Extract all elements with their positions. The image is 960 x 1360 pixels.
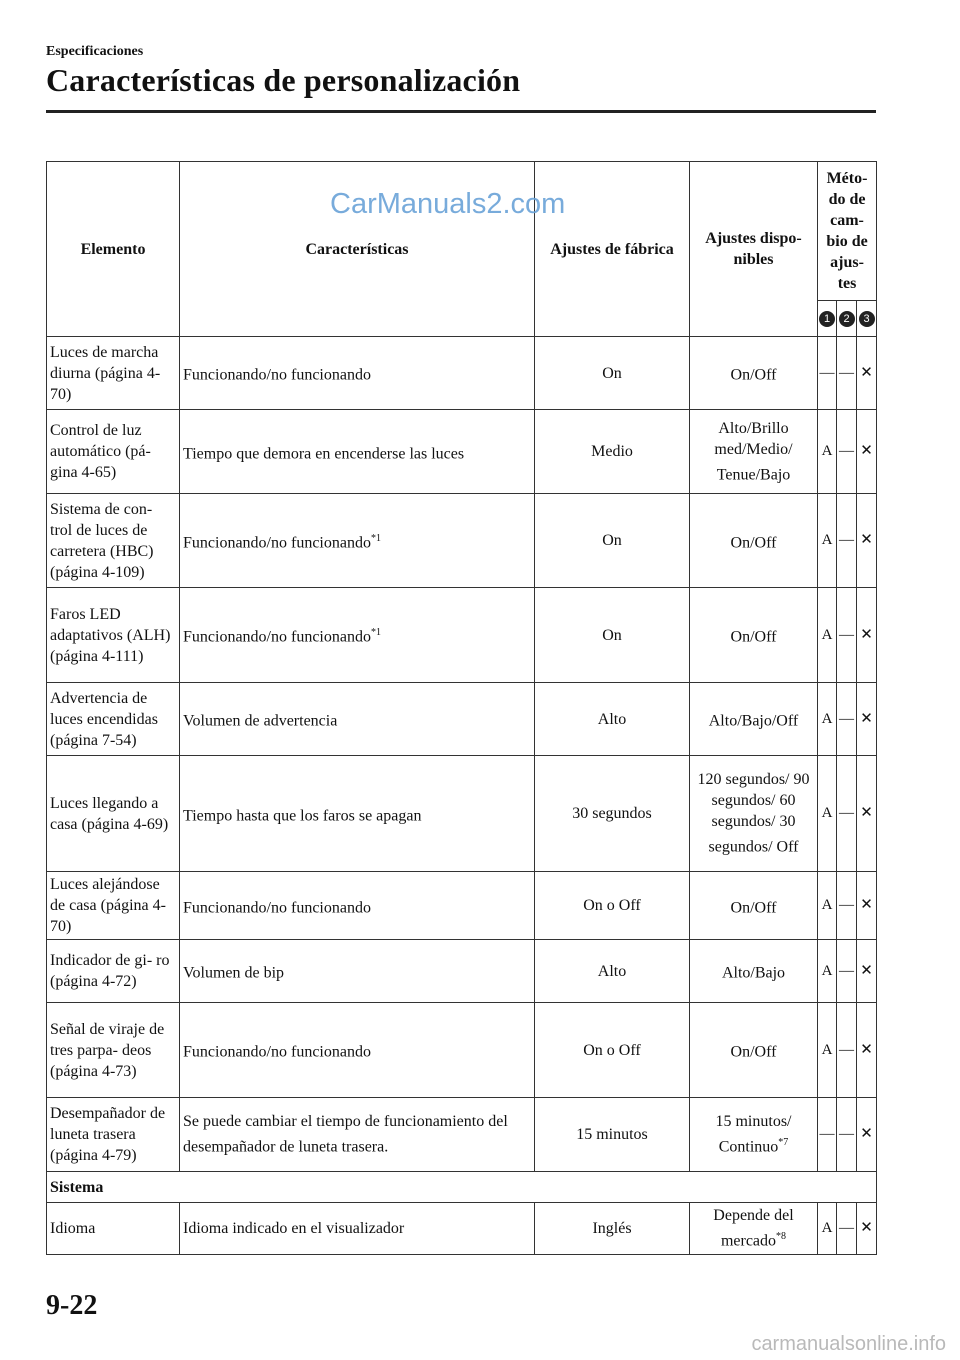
cell-caracteristicas (180, 494, 535, 588)
table-row (47, 410, 877, 494)
table-row (47, 1003, 877, 1098)
cell-caracteristicas-text: Tiempo hasta que los faros se apagan (183, 807, 422, 825)
cell-method-2 (837, 337, 857, 410)
header-ajustes-fabrica: Ajustes de fábrica (535, 162, 690, 337)
cell-method-3-text: ✕ (860, 443, 873, 459)
cell-disponibles (690, 940, 818, 1003)
cell-elemento (47, 337, 180, 410)
cell-method-2-text: — (839, 1126, 854, 1142)
cell-elemento (47, 940, 180, 1003)
cell-method-3-text: ✕ (860, 532, 873, 548)
cell-caracteristicas (180, 588, 535, 683)
cell-disponibles (690, 588, 818, 683)
cell-method-2 (837, 410, 857, 494)
cell-disponibles-text: On/Off (730, 366, 777, 384)
cell-method-1 (818, 410, 837, 494)
cell-caracteristicas (180, 410, 535, 494)
cell-caracteristicas-text: Funcionando/no funcionando (183, 628, 371, 646)
cell-disponibles-text: Alto/Brillo med/Medio/ Tenue/Bajo (714, 419, 793, 484)
cell-method-3 (857, 588, 877, 683)
cell-elemento-text: Faros LED adaptativos (ALH) (página 4-111) (50, 605, 171, 665)
cell-fabrica-text: On (602, 626, 622, 644)
cell-fabrica (535, 337, 690, 410)
cell-caracteristicas (180, 337, 535, 410)
table-row (47, 337, 877, 410)
header-elemento: Elemento (47, 162, 180, 337)
cell-elemento-text: Señal de viraje de tres parpa- deos (página 4-73) (50, 1020, 165, 1080)
cell-method-2-text: — (839, 897, 854, 913)
cell-elemento (47, 683, 180, 756)
cell-elemento (47, 410, 180, 494)
cell-method-3 (857, 756, 877, 872)
cell-method-1-text: A (821, 532, 833, 548)
cell-method-3-text: ✕ (860, 897, 873, 913)
cell-elemento (47, 872, 180, 940)
customization-table (46, 161, 877, 1255)
cell-disponibles (690, 494, 818, 588)
footer-site: carmanualsonline.info (751, 1333, 946, 1355)
table-row (47, 940, 877, 1003)
cell-elemento-text: Luces llegando a casa (página 4-69) (50, 794, 169, 833)
cell-method-1 (818, 337, 837, 410)
cell-elemento-text: Indicador de gi- ro (página 4-72) (50, 952, 170, 990)
cell-caracteristicas (180, 940, 535, 1003)
footnote-ref: *8 (776, 1231, 787, 1243)
header-metodo: Méto- do de cam- bio de ajus- tes (818, 162, 877, 301)
cell-fabrica-text: On o Off (583, 897, 641, 914)
cell-disponibles-text: On/Off (730, 534, 777, 552)
cell-caracteristicas-text: Se puede cambiar el tiempo de funcionamiento del desempañador de luneta trasera. (183, 1113, 508, 1156)
cell-elemento-text: Luces de marcha diurna (página 4-70) (50, 343, 161, 403)
cell-elemento: Idioma (47, 1203, 180, 1255)
cell-disponibles (690, 756, 818, 872)
cell-method-2-text: — (839, 364, 854, 381)
cell-disponibles-text: On/Off (730, 628, 777, 646)
cell-elemento-text: Desempañador de luneta trasera (página 4-79) (50, 1105, 166, 1164)
cell-fabrica-text: On o Off (583, 1041, 641, 1059)
cell-fabrica (535, 410, 690, 494)
cell-method-3 (857, 410, 877, 494)
cell-method-3-text: ✕ (860, 805, 873, 821)
cell-method-2 (837, 1003, 857, 1098)
cell-method-3-text: ✕ (860, 626, 873, 643)
cell-method-1 (818, 872, 837, 940)
cell-elemento (47, 756, 180, 872)
cell-method-2: — (837, 1203, 857, 1255)
cell-method-3 (857, 494, 877, 588)
section-row (47, 1172, 877, 1203)
cell-method-3 (857, 872, 877, 940)
section-sistema: Sistema (47, 1172, 877, 1203)
cell-method-1-text: A (821, 710, 833, 727)
cell-caracteristicas (180, 872, 535, 940)
table-row (47, 756, 877, 872)
cell-disponibles-text: Alto/Bajo (721, 964, 786, 982)
cell-fabrica (535, 683, 690, 756)
cell-method-2 (837, 588, 857, 683)
circled-number: 3 (859, 311, 875, 327)
cell-fabrica (535, 756, 690, 872)
cell-fabrica-text: Alto (597, 710, 627, 728)
cell-method-2-text: — (839, 1041, 854, 1058)
cell-fabrica-text: 30 segundos (572, 805, 652, 822)
cell-disponibles (690, 683, 818, 756)
cell-disponibles-text: Depende del mercado (713, 1207, 794, 1250)
cell-caracteristicas: Idioma indicado en el visualizador (180, 1203, 535, 1255)
cell-fabrica-text: Alto (597, 962, 627, 980)
cell-method-2-text: — (839, 443, 854, 459)
cell-method-2-text: — (839, 710, 854, 727)
cell-method-1 (818, 940, 837, 1003)
cell-method-2 (837, 683, 857, 756)
cell-method-2-text: — (839, 626, 854, 643)
cell-disponibles (690, 1098, 818, 1172)
cell-method-1-text: A (821, 443, 833, 459)
cell-disponibles-text: On/Off (730, 1043, 777, 1061)
cell-caracteristicas-text: Volumen de bip (183, 964, 285, 982)
cell-method-3 (857, 337, 877, 410)
title-rule (46, 110, 876, 113)
circled-number: 2 (839, 311, 855, 327)
table-row (47, 683, 877, 756)
cell-method-2 (837, 494, 857, 588)
cell-method-1-text: A (821, 626, 833, 643)
cell-method-3 (857, 1003, 877, 1098)
cell-method-3 (857, 683, 877, 756)
cell-method-1-text: A (821, 1041, 833, 1058)
cell-method-2-text: — (839, 532, 854, 548)
cell-disponibles (690, 872, 818, 940)
method-col-1 (818, 301, 837, 337)
cell-fabrica-text: On (602, 532, 622, 549)
cell-method-1-text: A (821, 805, 833, 821)
table-body (47, 337, 877, 1172)
cell-caracteristicas (180, 1003, 535, 1098)
circled-number: 1 (819, 311, 835, 327)
cell-caracteristicas (180, 683, 535, 756)
cell-caracteristicas-text: Tiempo que demora en encenderse las luces (183, 445, 465, 463)
cell-fabrica (535, 1003, 690, 1098)
table-row (47, 588, 877, 683)
cell-fabrica-text: On (602, 364, 622, 382)
cell-fabrica (535, 1098, 690, 1172)
cell-disponibles-text: 120 segundos/ 90 segundos/ 60 segundos/ 30 segundos/ Off (697, 771, 810, 856)
cell-disponibles-text: Alto/Bajo/Off (708, 712, 799, 730)
cell-method-3-text: ✕ (860, 1041, 873, 1058)
cell-method-2-text: — (839, 805, 854, 821)
cell-fabrica: Inglés (535, 1203, 690, 1255)
cell-elemento (47, 1098, 180, 1172)
cell-method-2 (837, 940, 857, 1003)
header-caracteristicas: Características (180, 162, 535, 337)
cell-caracteristicas (180, 1098, 535, 1172)
cell-method-1-text: A (821, 962, 833, 979)
cell-fabrica (535, 588, 690, 683)
cell-fabrica (535, 494, 690, 588)
cell-method-2 (837, 1098, 857, 1172)
cell-fabrica (535, 872, 690, 940)
cell-caracteristicas-text: Funcionando/no funcionando (183, 366, 371, 384)
cell-method-1: A (818, 1203, 837, 1255)
cell-fabrica-text: 15 minutos (576, 1126, 648, 1143)
page-number: 9-22 (46, 1290, 98, 1321)
cell-method-1-text: — (819, 1126, 835, 1142)
section-label: Especificaciones (46, 44, 144, 59)
cell-method-2-text: — (839, 962, 854, 979)
cell-method-1 (818, 683, 837, 756)
cell-elemento-text: Control de luz automático (pá- gina 4-65) (50, 422, 151, 481)
cell-disponibles (690, 410, 818, 494)
cell-fabrica-text: Medio (591, 443, 633, 460)
cell-disponibles (690, 1203, 818, 1255)
footnote-ref: *1 (370, 627, 381, 639)
table-row (47, 494, 877, 588)
cell-caracteristicas (180, 756, 535, 872)
cell-method-1 (818, 494, 837, 588)
cell-caracteristicas-text: Volumen de advertencia (183, 712, 338, 730)
cell-caracteristicas-text: Funcionando/no funcionando (183, 1043, 371, 1061)
cell-method-3-text: ✕ (860, 962, 873, 979)
cell-fabrica (535, 940, 690, 1003)
watermark: CarManuals2.com (330, 188, 566, 220)
cell-method-1-text: — (819, 364, 835, 381)
page-title: Características de personalización (46, 62, 521, 98)
cell-method-3 (857, 940, 877, 1003)
footnote-ref: *1 (370, 532, 381, 544)
footnote-ref: *7 (778, 1137, 789, 1149)
cell-method-2 (837, 872, 857, 940)
cell-method-3: ✕ (857, 1203, 877, 1255)
cell-disponibles (690, 337, 818, 410)
cell-caracteristicas-text: Funcionando/no funcionando (183, 899, 371, 917)
cell-disponibles-text: On/Off (730, 899, 777, 917)
cell-method-3-text: ✕ (860, 1126, 873, 1142)
cell-method-1 (818, 756, 837, 872)
cell-disponibles-text: 15 minutos/ Continuo (715, 1113, 792, 1156)
cell-method-1 (818, 1003, 837, 1098)
method-col-2 (837, 301, 857, 337)
cell-method-1 (818, 1098, 837, 1172)
cell-method-1-text: A (821, 897, 833, 913)
cell-elemento-text: Sistema de con- trol de luces de carretera (HBC) (página 4-109) (50, 500, 154, 581)
table-row (47, 1098, 877, 1172)
cell-method-3-text: ✕ (860, 710, 873, 727)
cell-elemento (47, 588, 180, 683)
cell-elemento-text: Luces alejándose de casa (página 4-70) (50, 876, 166, 935)
table-row (47, 1203, 877, 1255)
table-row (47, 872, 877, 940)
cell-method-2 (837, 756, 857, 872)
cell-caracteristicas-text: Funcionando/no funcionando (183, 534, 371, 552)
cell-elemento (47, 494, 180, 588)
cell-disponibles (690, 1003, 818, 1098)
header-ajustes-disponibles: Ajustes dispo- nibles (690, 162, 818, 337)
cell-method-3-text: ✕ (860, 364, 873, 381)
cell-method-3 (857, 1098, 877, 1172)
cell-elemento-text: Advertencia de luces encendidas (página 7-54) (50, 689, 158, 749)
method-col-3 (857, 301, 877, 337)
cell-elemento (47, 1003, 180, 1098)
cell-method-1 (818, 588, 837, 683)
